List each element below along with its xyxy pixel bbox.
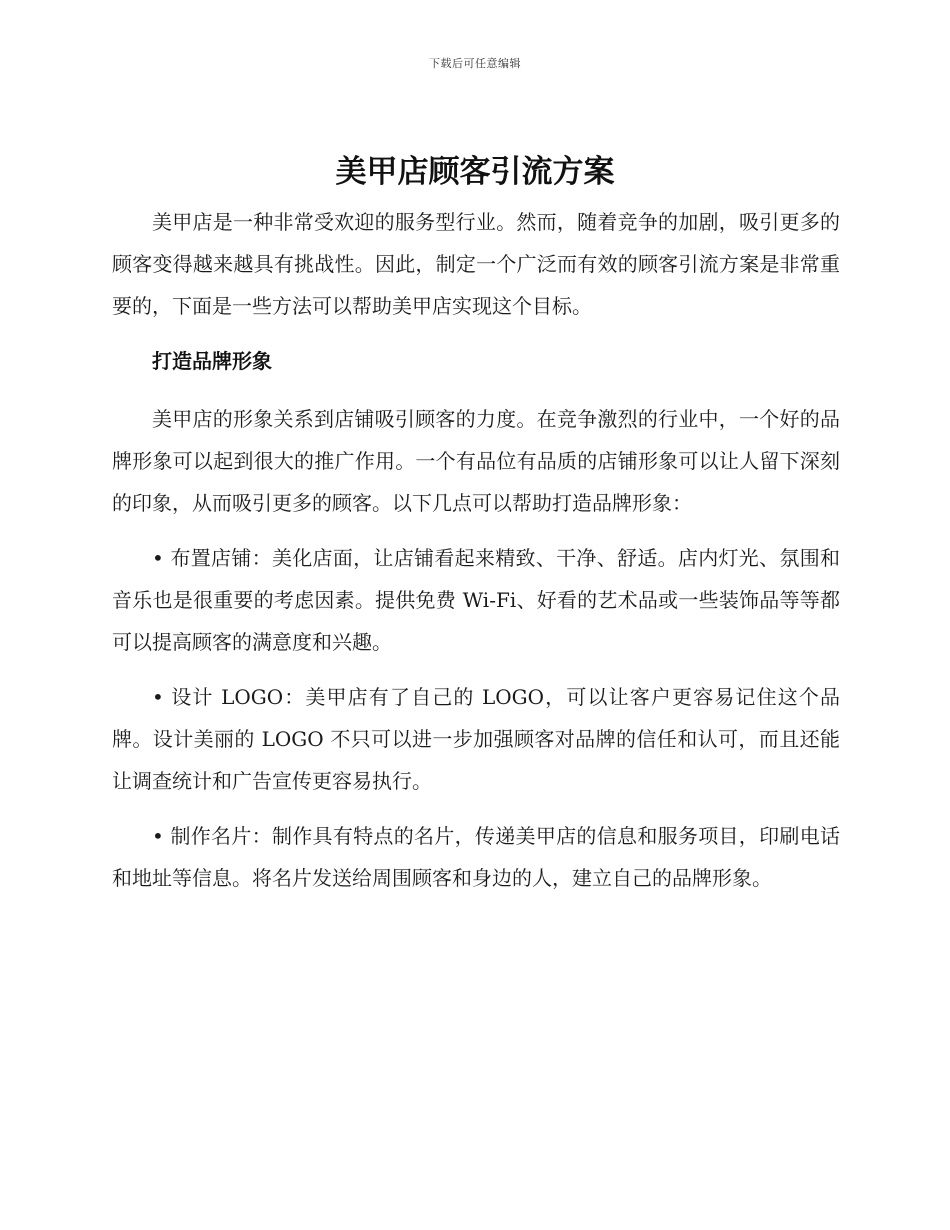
bullet-store-layout: • 布置店铺：美化店面，让店铺看起来精致、干净、舒适。店内灯光、氛围和音乐也是很重要的考虑因素。提供免费 Wi-Fi、好看的艺术品或一些装饰品等等都可以提高顾客的满意度和兴趣。 <box>112 546 840 654</box>
bullet-business-card: • 制作名片：制作具有特点的名片，传递美甲店的信息和服务项目，印刷电话和地址等信息。将名片发送给周围顾客和身边的人，建立自己的品牌形象。 <box>112 824 840 890</box>
document-body <box>112 201 840 912</box>
page-header-note: 下载后可任意编辑 <box>429 57 521 70</box>
bullet-logo-design: • 设计 LOGO：美甲店有了自己的 LOGO，可以让客户更容易记住这个品牌。设计美丽的 LOGO 不只可以进一步加强顾客对品牌的信任和认可，而且还能让调查统计和广告宣传更容易执行。 <box>112 685 840 793</box>
section-brand-image <box>112 340 840 899</box>
brand-image-paragraph: 美甲店的形象关系到店铺吸引顾客的力度。在竞争激烈的行业中，一个好的品牌形象可以起到很大的推广作用。一个有品位有品质的店铺形象可以让人留下深刻的印象，从而吸引更多的顾客。以下几点可以帮助打造品牌形象： <box>112 407 840 515</box>
intro-paragraph: 美甲店是一种非常受欢迎的服务型行业。然而，随着竞争的加剧，吸引更多的顾客变得越来越具有挑战性。因此，制定一个广泛而有效的顾客引流方案是非常重要的，下面是一些方法可以帮助美甲店实现这个目标。 <box>112 210 840 318</box>
section-heading: 打造品牌形象 <box>152 349 272 373</box>
document-title: 美甲店顾客引流方案 <box>335 154 615 190</box>
